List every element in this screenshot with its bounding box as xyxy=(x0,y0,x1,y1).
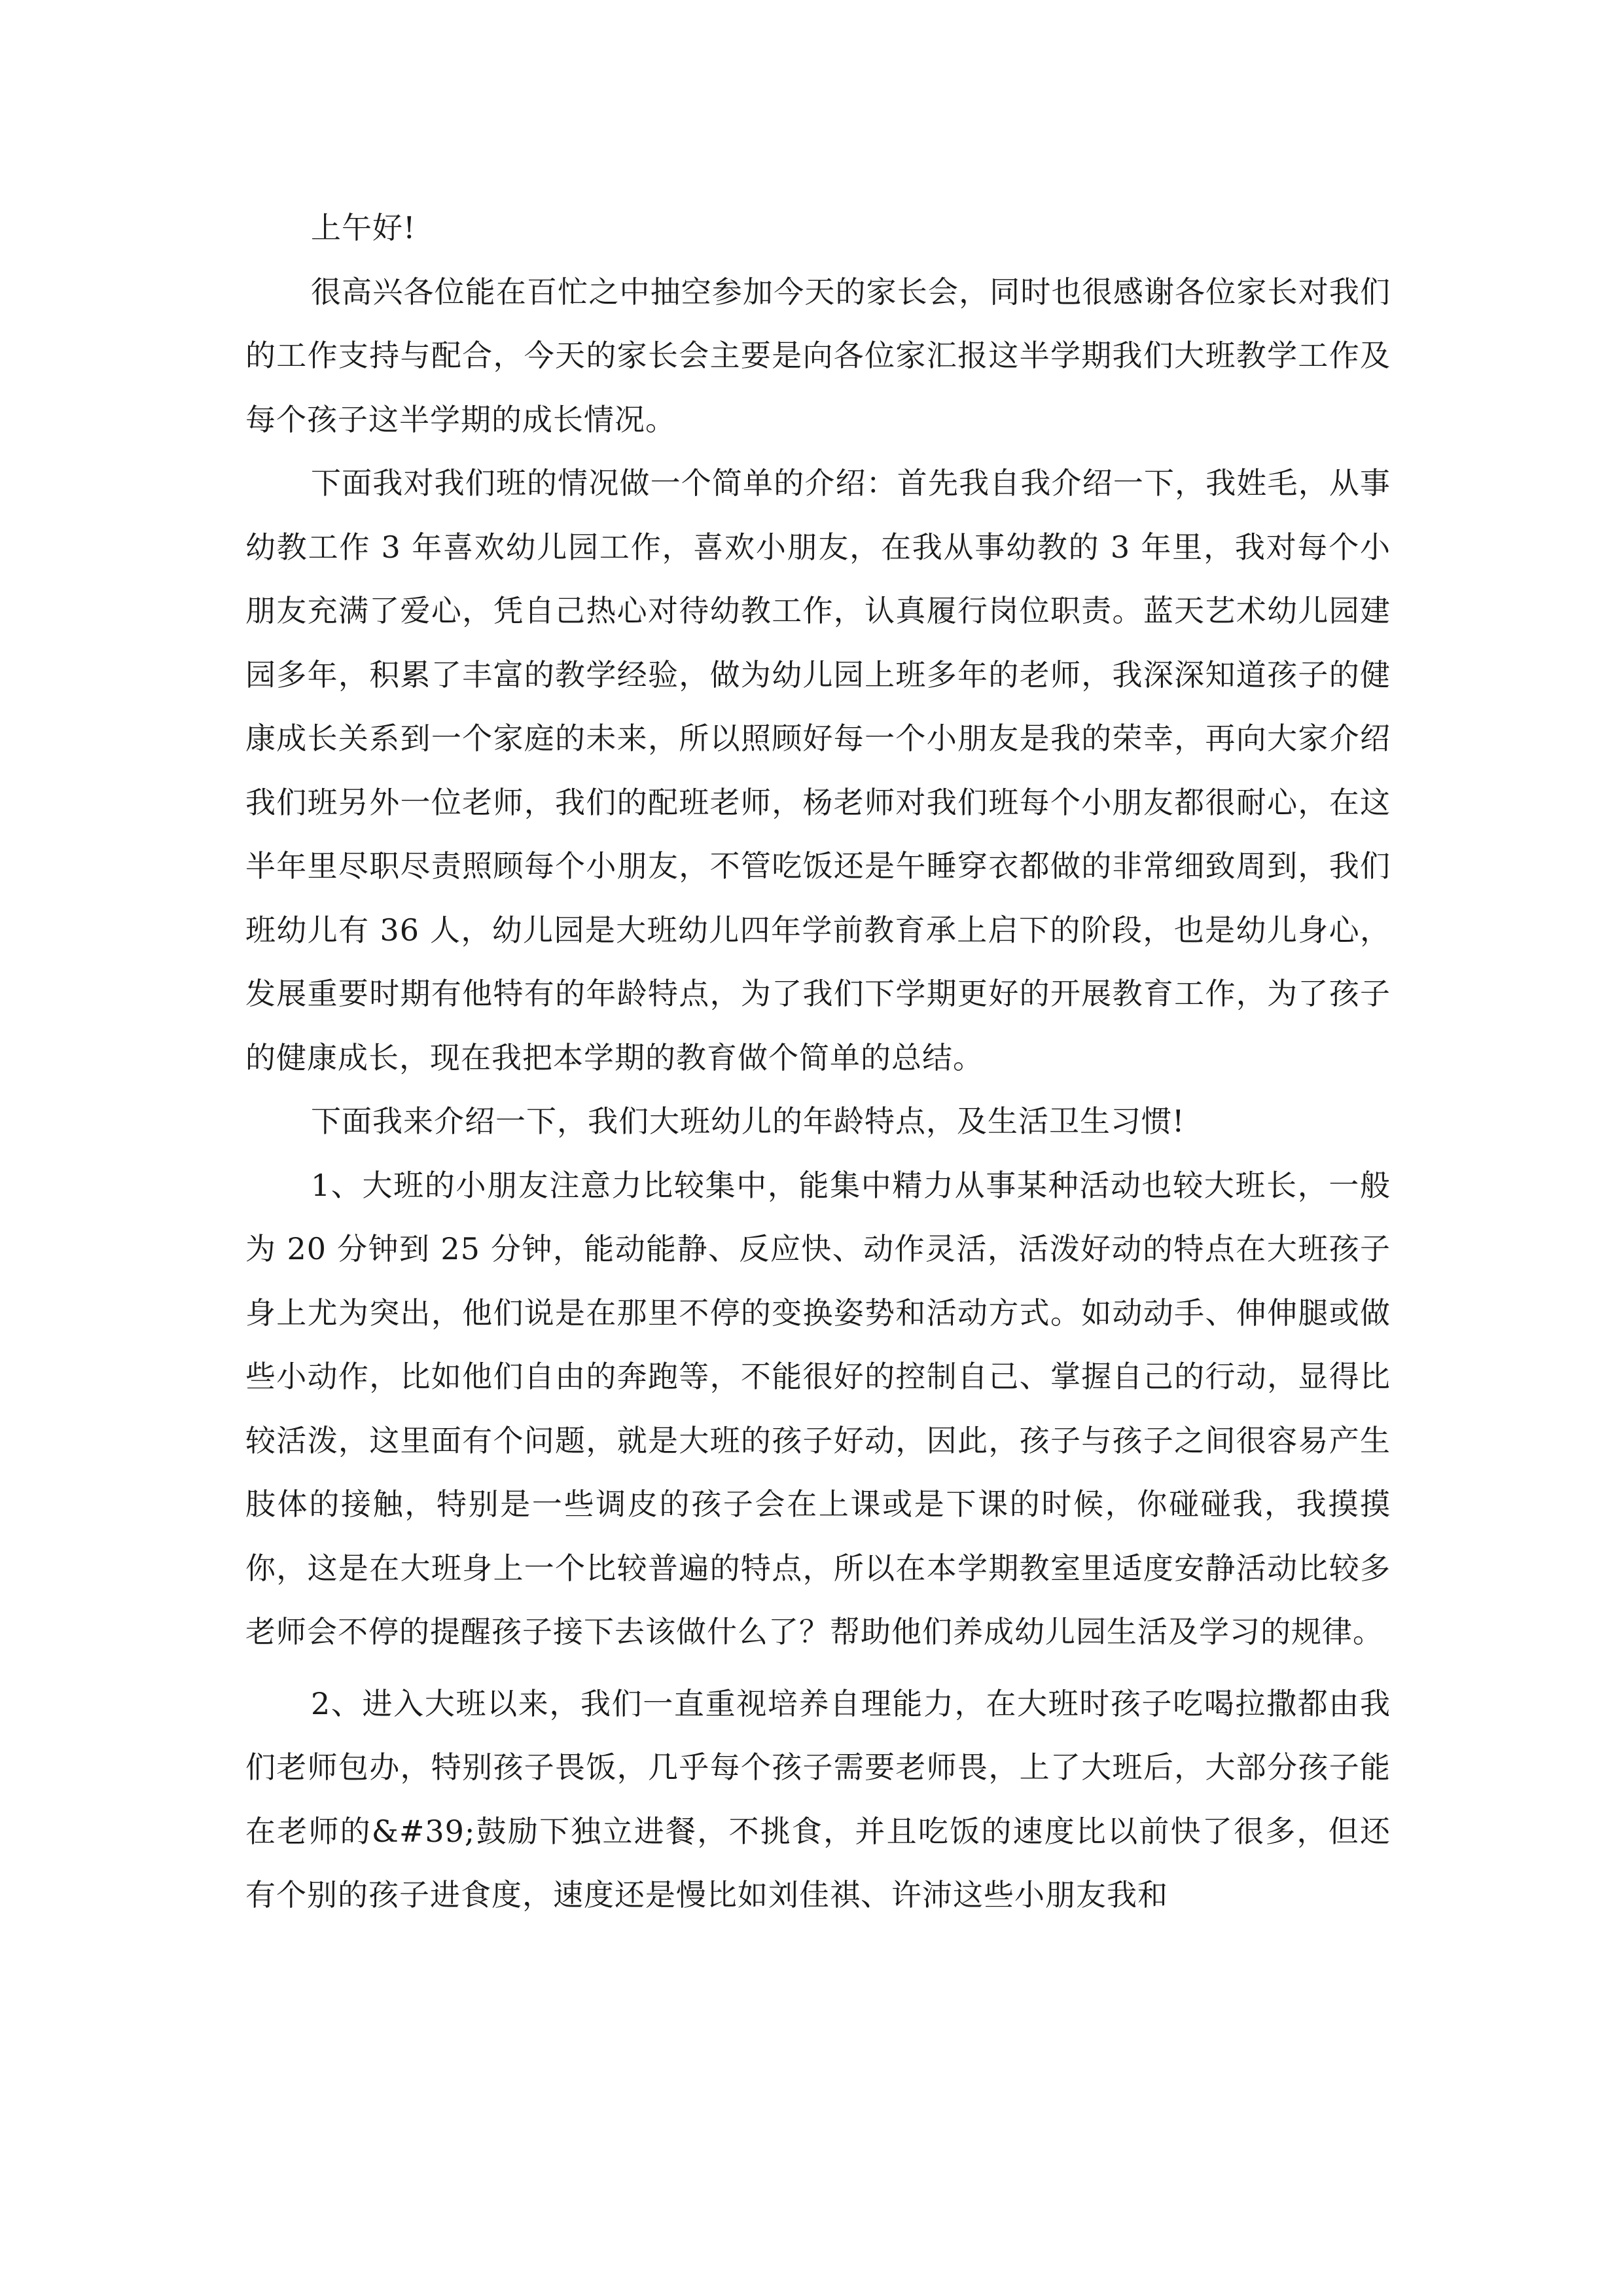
introduction-paragraph: 下面我对我们班的情况做一个简单的介绍：首先我自我介绍一下，我姓毛，从事幼教工作 3 年喜欢幼儿园工作，喜欢小朋友，在我从事幼教的 3 年里，我对每个小朋友充满了爱心，凭自己热心对待幼教工作，认真履行岗位职责。蓝天艺术幼儿园建园多年，积累了丰富的教学经验，做为幼儿园上班多年的老师，我深深知道孩子的健康成长关系到一个家庭的未来，所以照顾好每一个小朋友是我的荣幸，再向大家介绍我们班另外一位老师，我们的配班老师，杨老师对我们班每个小朋友都很耐心，在这半年里尽职尽责照顾每个小朋友，不管吃饭还是午睡穿衣都做的非常细致周到，我们班幼儿有 36 人，幼儿园是大班幼儿四年学前教育承上启下的阶段，也是幼儿身心，发展重要时期有他特有的年龄特点，为了我们下学期更好的开展教育工作，为了孩子的健康成长，现在我把本学期的教育做个简单的总结。 xyxy=(245,465,1391,1075)
welcome-paragraph: 很高兴各位能在百忙之中抽空参加今天的家长会，同时也很感谢各位家长对我们的工作支持与配合，今天的家长会主要是向各位家汇报这半学期我们大班教学工作及每个孩子这半学期的成长情况。 xyxy=(245,274,1391,437)
document-body xyxy=(245,196,1391,1928)
greeting-paragraph: 上午好! xyxy=(311,210,416,245)
point-1-paragraph: 1、大班的小朋友注意力比较集中，能集中精力从事某种活动也较大班长，一般为 20 分钟到 25 分钟，能动能静、反应快、动作灵活，活泼好动的特点在大班孩子身上尤为突出，他们说是在那里不停的变换姿势和活动方式。如动动手、伸伸腿或做些小动作，比如他们自由的奔跑等，不能很好的控制自己、掌握自己的行动，显得比较活泼，这里面有个问题，就是大班的孩子好动，因此，孩子与孩子之间很容易产生肢体的接触，特别是一些调皮的孩子会在上课或是下课的时候，你碰碰我，我摸摸你，这是在大班身上一个比较普遍的特点，所以在本学期教室里适度安静活动比较多老师会不停的提醒孩子接下去该做什么了？帮助他们养成幼儿园生活及学习的规律。 xyxy=(245,1167,1391,1649)
age-traits-intro-paragraph: 下面我来介绍一下，我们大班幼儿的年龄特点，及生活卫生习惯! xyxy=(311,1103,1185,1139)
point-2-paragraph: 2、进入大班以来，我们一直重视培养自理能力，在大班时孩子吃喝拉撒都由我们老师包办，特别孩子畏饭，几乎每个孩子需要老师畏，上了大班后，大部分孩子能在老师的&#39;鼓励下独立进餐，不挑食，并且吃饭的速度比以前快了很多，但还有个别的孩子进食度，速度还是慢比如刘佳祺、许沛这些小朋友我和 xyxy=(245,1685,1391,1912)
